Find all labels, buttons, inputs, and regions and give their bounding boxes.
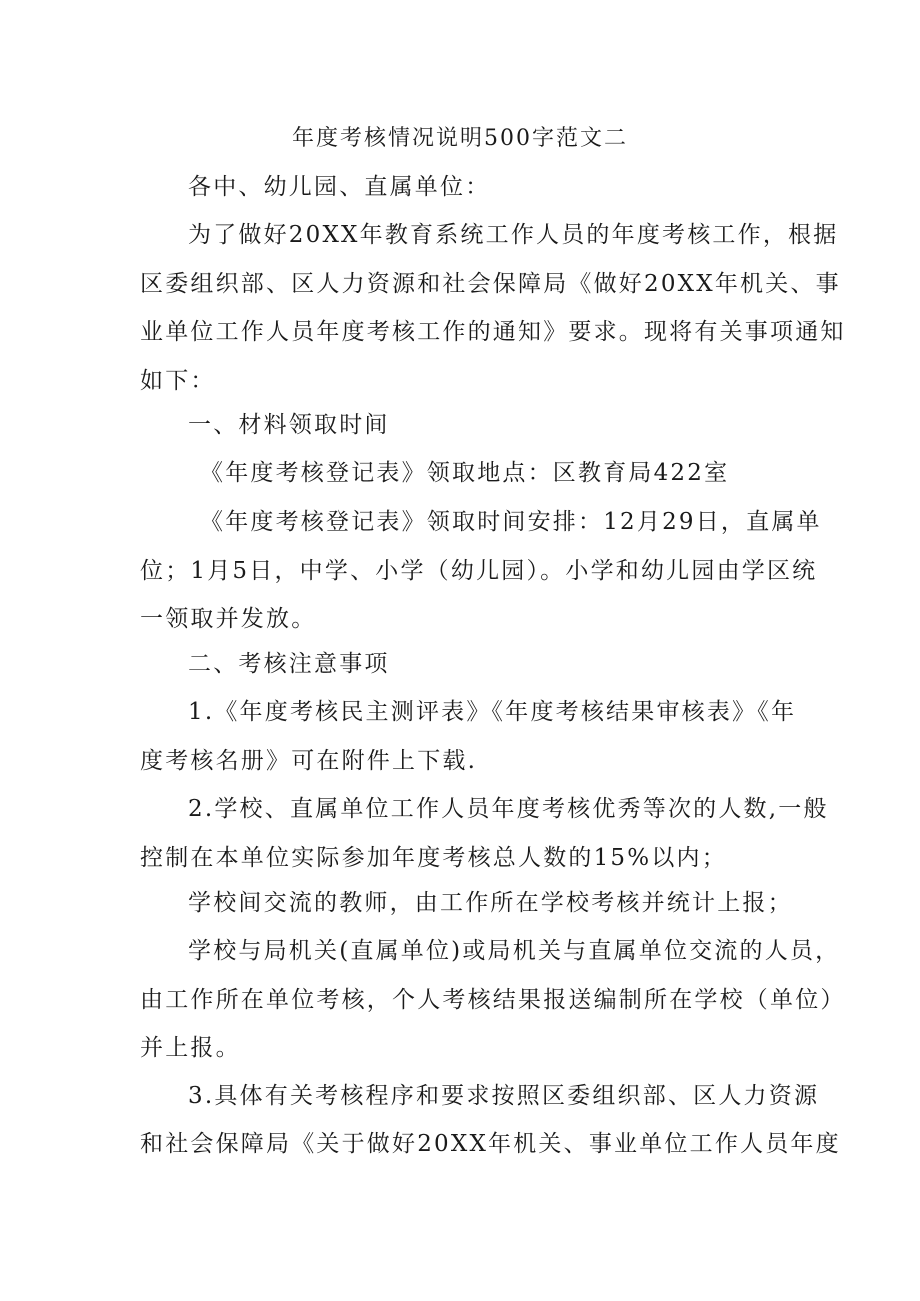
exchange-teachers: 学校间交流的教师，由工作所在学校考核并统计上报； — [188, 890, 793, 916]
section1-schedule-line-1: 《年度考核登记表》领取时间安排：12月29日，直属单 — [200, 509, 822, 535]
item2-line-2: 控制在本单位实际参加年度考核总人数的15%以内； — [140, 845, 727, 871]
document-title: 年度考核情况说明500字范文二 — [292, 126, 628, 151]
exchange-staff-line-3: 并上报。 — [140, 1035, 241, 1061]
section1-heading: 一、材料领取时间 — [188, 412, 390, 438]
section1-schedule-line-2: 位；1月5日，中学、小学（幼儿园）。小学和幼儿园由学区统 — [140, 558, 818, 584]
item3-line-2: 和社会保障局《关于做好20XX年机关、事业单位工作人员年度 — [140, 1131, 841, 1157]
section1-schedule-line-3: 一领取并发放。 — [140, 606, 317, 632]
exchange-staff-line-2: 由工作所在单位考核，个人考核结果报送编制所在学校（单位） — [140, 987, 846, 1013]
section2-heading: 二、考核注意事项 — [188, 651, 390, 677]
intro-line-4: 如下： — [140, 368, 216, 394]
section1-location: 《年度考核登记表》领取地点：区教育局422室 — [200, 460, 730, 486]
exchange-staff-line-1: 学校与局机关(直属单位)或局机关与直属单位交流的人员， — [188, 938, 841, 964]
item1-line-2: 度考核名册》可在附件上下载. — [140, 748, 478, 774]
intro-line-3: 业单位工作人员年度考核工作的通知》要求。现将有关事项通知 — [140, 319, 846, 345]
greeting: 各中、幼儿园、直属单位： — [188, 174, 491, 200]
intro-line-1: 为了做好20XX年教育系统工作人员的年度考核工作，根据 — [188, 222, 839, 248]
intro-line-2: 区委组织部、区人力资源和社会保障局《做好20XX年机关、事 — [140, 271, 841, 297]
item2-line-1: 2.学校、直属单位工作人员年度考核优秀等次的人数,一般 — [188, 796, 829, 822]
item3-line-1: 3.具体有关考核程序和要求按照区委组织部、区人力资源 — [188, 1083, 820, 1109]
item1-line-1: 1.《年度考核民主测评表》《年度考核结果审核表》《年 — [188, 699, 797, 725]
